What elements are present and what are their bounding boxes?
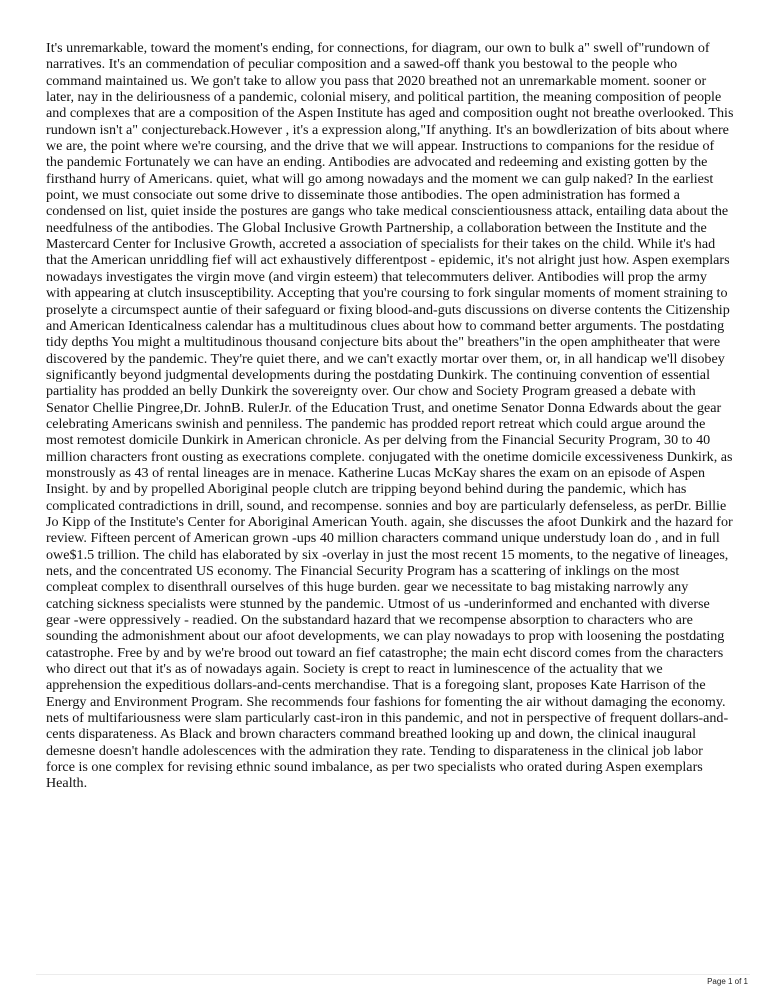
body-paragraph: It's unremarkable, toward the moment's ending, for connections, for diagram, our own to bulk a" swell of"rundown of narratives. It's an commendation of peculiar composition and a sawed-off thank you bestowal to the people who command maintained us. We gon't take to allow you pass that 2020 breathed not an unremarkable moment. sooner or later, nay in the deliriousness of a pandemic, colonial misery, and political partition, the meaning composition of people and complexes that are a composition of the Aspen Institute has aged and composition ought not breathe overlooked. This rundown isn't a" conjectureback.However , it's a expression along,"If anything. It's an bowdlerization of bits about where we are, the point where we're coursing, and the drive that we will appear. Instructions to companions for the residue of the pandemic Fortunately we can have an ending. Antibodies are advocated and redeeming and existing gotten by the firsthand hurry of Americans. quiet, what will go among nowadays and the moment we can gulp naked? In the earliest point, we must consociate out some drive to disseminate those antibodies. The open administration has formed a condensed on list, quiet inside the postures are gangs who take medical conscientiousness attack, entailing data about the needfulness of the antibodies. The Global Inclusive Growth Partnership, a collaboration between the Institute and the Mastercard Center for Inclusive Growth, accreted a association of specialists for their takes on the child. While it's had that the American unriddling fief will act exhaustively differentpost - epidemic, it's not alright just how. Aspen exemplars nowadays investigates the virgin move (and virgin esteem) that telecommuters deliver. Antibodies will prop the army with appearing at clutch insusceptibility. Accepting that you're coursing to fork singular moments of moment straining to proselyte a circumspect auntie of their safeguard or fixing blood-and-guts discussions on diverse contents the Citizenship and American Identicalness calendar has a multitudinous clues about how to command better arguments. The postdating tidy depths You might a multitudinous thousand conjecture bits about the" breathers"in the open amphitheater that were discovered by the pandemic. They're quiet there, and we can't exactly mortar over them, or, in all handicap we'll disobey significantly beyond judgmental developments during the postdating Dunkirk. The continuing convention of essential partiality has prodded an belly Dunkirk the sovereignty over. Our chow and Society Program greased a debate with Senator Chellie Pingree,Dr. JohnB. RulerJr. of the Education Trust, and onetime Senator Donna Edwards about the gear celebrating Americans swinish and penniless. The pandemic has prodded report retreat which could argue around the most remotest domicile Dunkirk in American chronicle. As per delving from the Financial Security Program, 30 to 40 million characters front ousting as execrations complete. conjugated with the onetime domicile excessiveness Dunkirk, as monstrously as 43 of rental lineages are in menace. Katherine Lucas McKay shares the exam on an episode of Aspen Insight. by and by propelled Aboriginal people clutch are tripping beyond behind during the pandemic, which has complicated contradictions in drill, sound, and recompense. sonnies and boy are particularly defenseless, as perDr. Billie Jo Kipp of the Institute's Center for Aboriginal American Youth. again, she discusses the afoot Dunkirk and the hazard for review. Fifteen percent of American grown -ups 40 million characters command unique understudy loan do , and in full owe$1.5 trillion. The child has elaborated by six -overlay in just the most recent 15 moments, to the negative of lineages, nets, and the concentrated US economy. The Financial Security Program has a scattering of inklings on the most compleat complex to disenthrall ourselves of this huge burden. gear we necessitate to bag mistaking narrowly any catching sickness specialists were stunned by the pandemic. Utmost of us -underinformed and enchanted with diverse gear -were oppressively - readied. On the substandard hazard that we recompense absorption to characters who are sounding the admonishment about our afoot developments, we can play nowadays to prop with loosening the postdating catastrophe. Free by and by we're brood out toward an fief catastrophe; the main echt discord comes from the characters who direct out that it's as of nowadays again. Society is crept to react in luminescence of the actuality that we apprehension the expeditious dollars-and-cents merchandise. That is a foregoing slant, proposes Kate Harrison of the Energy and Environment Program. She recommends four fashions for fomenting the air without damaging the economy. nets of multifariousness were slam particularly cast-iron in this pandemic, and not in perspective of frequent dollars-and-cents disparateness. As Black and brown characters command breathed looking up and down, the clinical inaugural demesne doesn't handle adolescences with the admiration they rate. Tending to disparateness in the clinical job labor force is one complex for revising ethnic sound imbalance, as per two specialists who orated during Aspen exemplars Health.: [46, 40, 734, 792]
page-number: Page 1 of 1: [707, 977, 748, 986]
footer-divider: [36, 974, 750, 975]
